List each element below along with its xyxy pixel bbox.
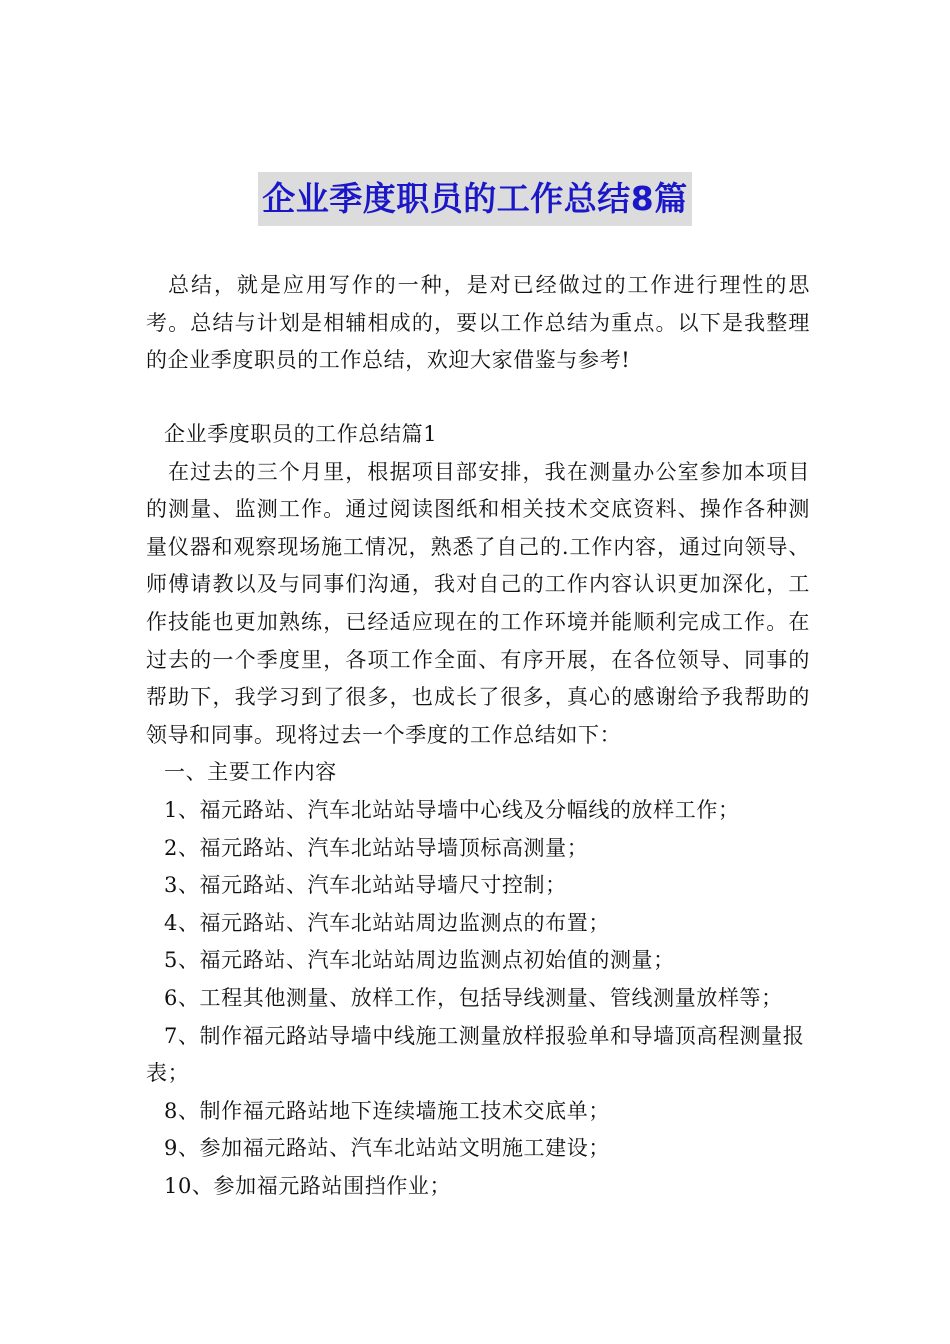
list-item: 1、福元路站、汽车北站站导墙中心线及分幅线的放样工作；: [164, 797, 740, 822]
list-item: 4、福元路站、汽车北站站周边监测点的布置；: [164, 910, 610, 935]
list-item: 2、福元路站、汽车北站站导墙顶标高测量；: [164, 835, 589, 860]
intro-block: [146, 267, 810, 380]
title-container: [0, 172, 950, 226]
subheading: 一、主要工作内容: [164, 760, 337, 785]
section-block: [146, 416, 810, 1205]
list-item: 3、福元路站、汽车北站站导墙尺寸控制；: [164, 873, 567, 898]
list-item: 5、福元路站、汽车北站站周边监测点初始值的测量；: [164, 948, 675, 973]
document-title: 企业季度职员的工作总结8篇: [258, 172, 691, 226]
list-item: 8、制作福元路站地下连续墙施工技术交底单；: [164, 1098, 610, 1123]
list-item: 7、制作福元路站导墙中线施工测量放样报验单和导墙顶高程测量报表；: [146, 1023, 805, 1086]
section-heading: 企业季度职员的工作总结篇1: [164, 422, 438, 446]
intro-paragraph: 总结，就是应用写作的一种，是对已经做过的工作进行理性的思考。总结与计划是相辅相成的，要以工作总结为重点。以下是我整理的企业季度职员的工作总结，欢迎大家借鉴与参考!: [146, 273, 810, 373]
section-paragraph: 在过去的三个月里，根据项目部安排，我在测量办公室参加本项目的测量、监测工作。通过阅读图纸和相关技术交底资料、操作各种测量仪器和观察现场施工情况，熟悉了自己的.工作内容，通过向领导、师傅请教以及与同事们沟通，我对自己的工作内容认识更加深化，工作技能也更加熟练，已经适应现在的工作环境并能顺利完成工作。在过去的一个季度里，各项工作全面、有序开展，在各位领导、同事的帮助下，我学习到了很多，也成长了很多，真心的感谢给予我帮助的领导和同事。现将过去一个季度的工作总结如下：: [146, 459, 810, 747]
list-item: 10、参加福元路站围挡作业；: [164, 1173, 452, 1198]
list-item: 6、工程其他测量、放样工作，包括导线测量、管线测量放样等；: [164, 985, 783, 1010]
list-item: 9、参加福元路站、汽车北站站文明施工建设；: [164, 1136, 610, 1161]
